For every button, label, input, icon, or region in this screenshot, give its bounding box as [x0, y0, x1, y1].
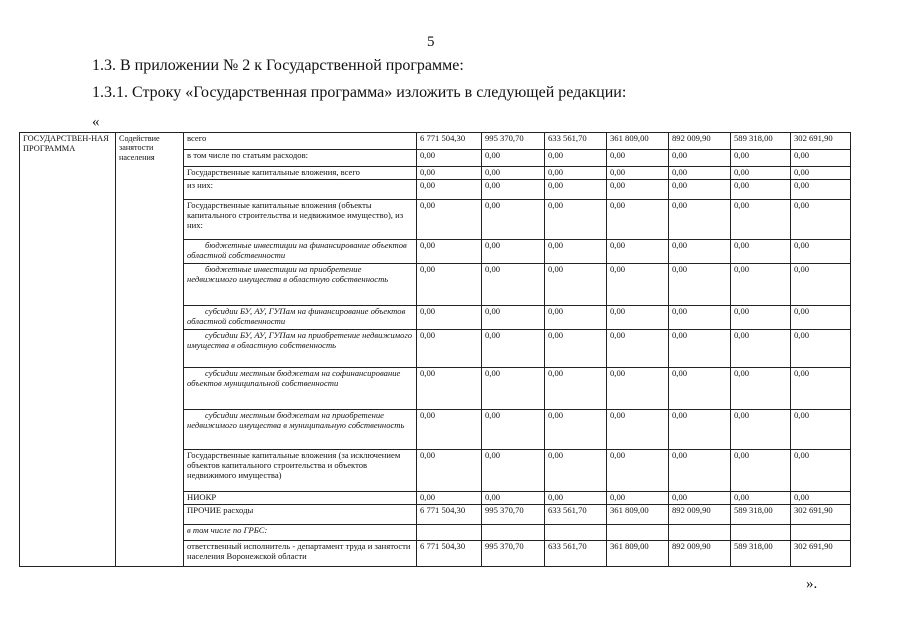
value-cell: 0,00	[669, 179, 731, 199]
value-cell: 0,00	[417, 199, 482, 239]
value-cell: 302 691,90	[791, 133, 851, 150]
value-cell: 0,00	[731, 491, 791, 504]
value-cell: 0,00	[731, 329, 791, 367]
value-cell: 0,00	[545, 167, 607, 180]
row-label: субсидии БУ, АУ, ГУПам на приобретение недвижимого имущества в областную собственность	[184, 329, 417, 367]
row-label: НИОКР	[184, 491, 417, 504]
row-label: субсидии БУ, АУ, ГУПам на финансирование объектов областной собственности	[184, 305, 417, 329]
value-cell: 0,00	[417, 150, 482, 167]
section-heading: 1.3. В приложении № 2 к Государственной программе:	[92, 57, 464, 74]
value-cell: 0,00	[731, 449, 791, 491]
row-label: субсидии местным бюджетам на приобретение недвижимого имущества в муниципальную собственность	[184, 409, 417, 449]
row-label: в том числе по ГРБС:	[184, 524, 417, 540]
value-cell: 0,00	[545, 449, 607, 491]
value-cell: 0,00	[417, 305, 482, 329]
row-label: субсидии местным бюджетам на софинансирование объектов муниципальной собственности	[184, 367, 417, 409]
value-cell: 0,00	[669, 491, 731, 504]
value-cell: 0,00	[482, 491, 545, 504]
value-cell: 0,00	[545, 179, 607, 199]
value-cell: 0,00	[545, 305, 607, 329]
row-label: Государственные капитальные вложения, всего	[184, 167, 417, 180]
value-cell: 0,00	[669, 329, 731, 367]
value-cell: 0,00	[417, 179, 482, 199]
value-cell: 0,00	[417, 329, 482, 367]
value-cell	[669, 524, 731, 540]
value-cell: 0,00	[669, 449, 731, 491]
value-cell: 0,00	[791, 239, 851, 263]
value-cell: 0,00	[482, 329, 545, 367]
value-cell: 0,00	[482, 263, 545, 305]
value-cell: 0,00	[791, 150, 851, 167]
value-cell: 0,00	[791, 367, 851, 409]
value-cell: 0,00	[669, 305, 731, 329]
value-cell: 0,00	[545, 263, 607, 305]
value-cell: 589 318,00	[731, 540, 791, 566]
value-cell: 0,00	[669, 167, 731, 180]
value-cell: 0,00	[482, 167, 545, 180]
value-cell: 0,00	[607, 409, 669, 449]
value-cell: 6 771 504,30	[417, 133, 482, 150]
page-number: 5	[427, 34, 435, 50]
value-cell: 0,00	[791, 167, 851, 180]
row-label: всего	[184, 133, 417, 150]
value-cell: 0,00	[731, 409, 791, 449]
status-cell: ГОСУДАРСТВЕН-НАЯ ПРОГРАММА	[20, 133, 116, 567]
value-cell: 361 809,00	[607, 133, 669, 150]
value-cell: 0,00	[669, 263, 731, 305]
value-cell: 0,00	[482, 409, 545, 449]
program-name-cell: Содействие занятости населения	[116, 133, 184, 567]
value-cell: 6 771 504,30	[417, 504, 482, 524]
value-cell: 0,00	[482, 199, 545, 239]
value-cell: 0,00	[607, 179, 669, 199]
open-quote: «	[92, 114, 100, 130]
program-table	[19, 132, 851, 567]
value-cell: 0,00	[791, 491, 851, 504]
value-cell: 0,00	[482, 449, 545, 491]
value-cell: 0,00	[417, 263, 482, 305]
value-cell: 589 318,00	[731, 133, 791, 150]
row-label: бюджетные инвестиции на финансирование объектов областной собственности	[184, 239, 417, 263]
value-cell	[791, 524, 851, 540]
value-cell: 0,00	[417, 409, 482, 449]
value-cell: 0,00	[731, 367, 791, 409]
value-cell: 0,00	[417, 491, 482, 504]
value-cell: 0,00	[791, 179, 851, 199]
value-cell: 0,00	[607, 150, 669, 167]
value-cell: 0,00	[607, 239, 669, 263]
value-cell: 995 370,70	[482, 133, 545, 150]
value-cell: 0,00	[607, 199, 669, 239]
value-cell: 995 370,70	[482, 504, 545, 524]
value-cell: 0,00	[791, 449, 851, 491]
value-cell: 0,00	[545, 367, 607, 409]
row-label: ПРОЧИЕ расходы	[184, 504, 417, 524]
value-cell: 0,00	[731, 199, 791, 239]
value-cell: 0,00	[731, 305, 791, 329]
value-cell: 995 370,70	[482, 540, 545, 566]
table-row	[20, 133, 851, 150]
close-quote: ».	[806, 576, 818, 592]
value-cell: 0,00	[482, 179, 545, 199]
value-cell: 361 809,00	[607, 540, 669, 566]
value-cell: 633 561,70	[545, 133, 607, 150]
value-cell: 0,00	[545, 329, 607, 367]
value-cell: 892 009,90	[669, 133, 731, 150]
value-cell: 633 561,70	[545, 504, 607, 524]
subsection-heading: 1.3.1. Строку «Государственная программа» изложить в следующей редакции:	[92, 84, 627, 101]
row-label: Государственные капитальные вложения (за исключением объектов капитального строительства и объектов недвижимого имущества)	[184, 449, 417, 491]
value-cell: 0,00	[731, 239, 791, 263]
value-cell: 0,00	[482, 150, 545, 167]
value-cell: 0,00	[791, 329, 851, 367]
value-cell: 0,00	[791, 305, 851, 329]
value-cell: 302 691,90	[791, 540, 851, 566]
value-cell: 0,00	[731, 263, 791, 305]
value-cell: 361 809,00	[607, 504, 669, 524]
value-cell: 0,00	[417, 449, 482, 491]
value-cell: 0,00	[669, 199, 731, 239]
value-cell: 0,00	[669, 239, 731, 263]
value-cell	[545, 524, 607, 540]
value-cell: 589 318,00	[731, 504, 791, 524]
value-cell: 0,00	[417, 239, 482, 263]
row-label: из них:	[184, 179, 417, 199]
value-cell: 0,00	[545, 491, 607, 504]
value-cell: 0,00	[607, 305, 669, 329]
value-cell: 302 691,90	[791, 504, 851, 524]
row-label: в том числе по статьям расходов:	[184, 150, 417, 167]
value-cell: 0,00	[607, 449, 669, 491]
value-cell: 892 009,90	[669, 504, 731, 524]
value-cell: 0,00	[482, 305, 545, 329]
value-cell: 0,00	[791, 263, 851, 305]
value-cell: 0,00	[417, 367, 482, 409]
value-cell: 0,00	[669, 150, 731, 167]
value-cell: 0,00	[607, 167, 669, 180]
value-cell: 0,00	[607, 491, 669, 504]
value-cell: 0,00	[417, 167, 482, 180]
row-label: ответственный исполнитель - департамент труда и занятости населения Воронежской области	[184, 540, 417, 566]
value-cell: 0,00	[545, 199, 607, 239]
value-cell: 6 771 504,30	[417, 540, 482, 566]
value-cell: 0,00	[545, 239, 607, 263]
value-cell: 0,00	[545, 409, 607, 449]
row-label: Государственные капитальные вложения (объекты капитального строительства и недвижимое имущество), из них:	[184, 199, 417, 239]
value-cell: 0,00	[607, 329, 669, 367]
value-cell: 0,00	[545, 150, 607, 167]
value-cell	[731, 524, 791, 540]
value-cell: 0,00	[607, 367, 669, 409]
value-cell: 0,00	[607, 263, 669, 305]
value-cell: 0,00	[731, 167, 791, 180]
value-cell: 0,00	[731, 150, 791, 167]
row-label: бюджетные инвестиции на приобретение недвижимого имущества в областную собственность	[184, 263, 417, 305]
value-cell: 0,00	[731, 179, 791, 199]
value-cell: 0,00	[669, 409, 731, 449]
value-cell: 0,00	[791, 409, 851, 449]
value-cell: 0,00	[669, 367, 731, 409]
value-cell: 892 009,90	[669, 540, 731, 566]
value-cell	[417, 524, 482, 540]
value-cell: 0,00	[482, 239, 545, 263]
value-cell	[607, 524, 669, 540]
value-cell: 0,00	[482, 367, 545, 409]
value-cell	[482, 524, 545, 540]
value-cell: 633 561,70	[545, 540, 607, 566]
value-cell: 0,00	[791, 199, 851, 239]
